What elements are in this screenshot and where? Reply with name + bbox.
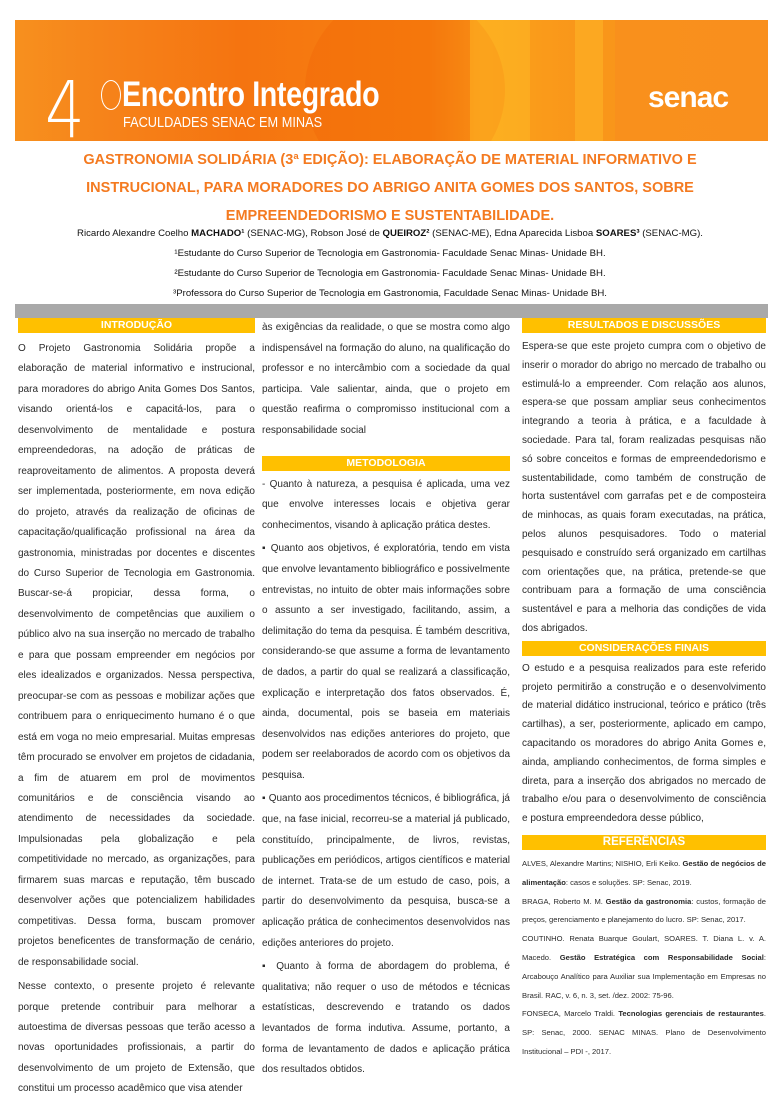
- event-banner: [15, 20, 768, 141]
- author-text: (SENAC-MG), Robson José de: [244, 228, 383, 239]
- conclusions-text: O estudo e a pesquisa realizados para este referido projeto permitirão a construção e o desenvolvimento de material didático instrucional, teórico e prático (três cartilhas), a ser, posteriormente, aplicado em campo, capacitando os moradores do abrigo Anita Gomes e, ainda, ampliando conhecimentos, de forma simples e direta, para a inserção dos abrigados no mercado de trabalho e/ou para o desenvolvimento de consciência e postura empreendedora desse público,: [522, 662, 766, 825]
- reference-item: [522, 930, 766, 1005]
- reference-text: Gestão da gastronomia: [605, 896, 692, 906]
- section-heading-referencias: REFERÊNCIAS: [522, 835, 766, 850]
- section-heading-metodologia: METODOLOGIA: [262, 456, 510, 471]
- reference-text: Tecnologias gerenciais de restaurantes: [618, 1009, 764, 1019]
- author-text: MACHADO¹: [191, 228, 245, 239]
- reference-text: FONSECA, Marcelo Traldi.: [522, 1009, 619, 1019]
- edition-number: 4: [45, 66, 85, 141]
- affiliation: ³Professora do Curso Superior de Tecnologia em Gastronomia, Faculdade Senac Minas- Unidade BH.: [173, 288, 607, 299]
- reference-text: : Arcabouço Analítico para Auxiliar sua Implementação em Empresas no Brasil. RAC, v. 6, n. 3, set. /dez. 2002: 75-96.: [522, 952, 766, 1000]
- reference-text: Gestão de negócios de alimentação: [522, 858, 766, 887]
- section-heading-introducao: INTRODUÇÃO: [18, 318, 255, 333]
- authors-block: [0, 224, 780, 304]
- intro-paragraph: às exigências da realidade, o que se mostra como algo indispensável na formação do aluno, na qualificação do professor e no intercâmbio com a sociedade da qual participa. Vale salientar, ainda, que o projeto em questão reafirma o compromisso institucional com a responsabilidade social: [262, 322, 510, 436]
- event-title: Encontro Integrado: [122, 75, 380, 114]
- method-paragraph: ▪ Quanto à forma de abordagem do problema, é qualitativa; não requer o uso de métodos e técnicas estatísticas, descrevendo e tratando os dados levantados de forma indutiva. Assume, portanto, a forma de levantamento de dados e aplicação prática dos resultados obtidos.: [262, 961, 510, 1076]
- poster-title: GASTRONOMIA SOLIDÁRIA (3ª EDIÇÃO): ELABORAÇÃO DE MATERIAL INFORMATIVO E INSTRUCIONAL, PARA MORADORES DO ABRIGO ANITA GOMES DOS SANTOS, SOBRE EMPREENDEDORISMO E SUSTENTABILIDADE.: [83, 152, 697, 224]
- reference-item: [522, 1005, 766, 1061]
- author-text: (SENAC-MG).: [639, 228, 703, 239]
- author-text: (SENAC-ME), Edna Aparecida Lisboa: [429, 228, 596, 239]
- section-heading-consideracoes: CONSIDERAÇÕES FINAIS: [522, 641, 766, 656]
- author-text: QUEIROZ²: [382, 228, 430, 239]
- reference-text: Gestão Estratégica com Responsabilidade Social: [559, 952, 764, 962]
- senac-logo: senac: [648, 81, 729, 114]
- reference-text: : custos, formação de preços, gerenciamento e planejamento do lucro. SP: Senac, 2017.: [522, 896, 766, 925]
- section-heading-resultados: RESULTADOS E DISCUSSÕES: [522, 318, 766, 333]
- authors-line: [0, 224, 780, 244]
- method-paragraph: ▪ Quanto aos objetivos, é exploratória, tendo em vista que envolve levantamento bibliográfico e possivelmente entrevistas, no intuito de obter mais informações sobre o assunto a ser investigado, facilitando, assim, a delimitação do tema da pesquisa. É também descritiva, considerando-se que assume a forma de levantamento de dados, a partir do qual se realizará a classificação, explicação e interpretação dos fatos observados. É, ainda, documental, pois se baseia em materiais desenvolvidos nas edições anteriores do projeto, que podem ser reelaborados de acordo com os objetivos da pesquisa.: [262, 543, 510, 781]
- references-list: [522, 855, 766, 1062]
- intro-paragraph: O Projeto Gastronomia Solidária propõe a elaboração de material informativo e instrucional, para moradores do abrigo Anita Gomes Dos Santos, visando orientá-los e capacitá-los, para o desenvolvimento de mentalidade e postura empreendedoras, na adoção de práticas de reaproveitamento de alimentos. A proposta deverá ser implementada, posteriormente, em nova edição do projeto, através da realização de oficinas de capacitação/qualificação profissional na área da gastronomia, ministradas por docentes e discentes do Curso Superior de Tecnologia em Gastronomia. Buscar-se-á propiciar, dessa forma, o desenvolvimento de competências que auxiliem o público alvo na sua inserção no mercado de trabalho e para que possam empreender em negócios por eles idealizados e organizados. Nessa perspectiva, preocupar-se com as pessoas e mobilizar ações que contribuem para o enriquecimento humano é o que está em voga no meio empresarial. Muitas empresas têm procurado se envolver em projetos de cidadania, a fim de atuarem em prol de movimentos comunitários e de consciência visando ao atendimento de necessidades da sociedade. Impulsionadas pela globalização e pela competitividade no mercado, as organizações, para firmarem suas marcas e reputação, têm buscado desenvolver ações que potencializem habilidades competitivas. Dessa forma, buscam promover projetos beneficentes de transformação de cenário, de responsabilidade social.: [18, 343, 255, 968]
- method-paragraph: - Quanto à natureza, a pesquisa é aplicada, uma vez que envolve interesses locais e objetiva gerar conhecimentos, visando à aplicação prática destes.: [262, 478, 510, 531]
- method-paragraph: ▪ Quanto aos procedimentos técnicos, é bibliográfica, já que, na fase inicial, recorreu-se a material já publicado, constituído, principalmente, de livros, revistas, publicações em periódicos, artigos científicos e material de internet. Trata-se de um estudo de caso, pois, a partir do desenvolvimento da pesquisa, busca-se a aplicação prática de conhecimentos desenvolvidos nas edições anteriores do projeto.: [262, 793, 510, 949]
- column-right: [522, 318, 766, 1062]
- affiliation: ¹Estudante do Curso Superior de Tecnologia em Gastronomia- Faculdade Senac Minas- Unidade BH.: [174, 248, 606, 259]
- event-subtitle: FACULDADES SENAC EM MINAS: [123, 114, 323, 131]
- banner-decoration: [575, 20, 603, 141]
- banner-decoration: [470, 20, 530, 141]
- degree-mark-icon: [101, 80, 121, 110]
- affiliation: ²Estudante do Curso Superior de Tecnologia em Gastronomia- Faculdade Senac Minas- Unidade BH.: [174, 268, 606, 279]
- reference-text: : casos e soluções. SP: Senac, 2019.: [565, 877, 692, 887]
- divider-bar: [15, 304, 768, 318]
- reference-text: ALVES, Alexandre Martins; NISHIO, Erli Keiko.: [522, 858, 683, 868]
- column-middle: [262, 318, 510, 1081]
- author-text: Ricardo Alexandre Coelho: [77, 228, 192, 239]
- intro-paragraph: Nesse contexto, o presente projeto é relevante porque pretende contribuir para melhorar a autoestima de diversas pessoas que terão acesso a novas oportunidades profissionais, a partir do desenvolvimento de um projeto de Extensão, que constitui um processo acadêmico que visa atender: [18, 981, 255, 1095]
- reference-text: BRAGA, Roberto M. M.: [522, 896, 606, 906]
- reference-item: [522, 855, 766, 893]
- reference-text: COUTINHO. Renata Buarque Goulart, SOARES. T. Diana L. v. A. Macedo.: [522, 934, 766, 962]
- reference-text: . SP: Senac, 2000. SENAC MINAS. Plano de Desenvolvimento Institucional – PDI -, 2017.: [522, 1009, 766, 1056]
- reference-item: [522, 893, 766, 931]
- column-left: [18, 318, 255, 1100]
- results-text: Espera-se que este projeto cumpra com o objetivo de inserir o morador do abrigo no mercado de trabalho ou estimulá-lo a empreender. Com relação aos alunos, espera-se que possam ampliar seus conhecimentos integrando a teoria à prática, e a faculdade à sociedade. Para tal, foram realizadas pesquisas não só sobre conceitos e formas de empreendedorismo e sustentabilidade, como também de construção de horta sustentável com garrafas pet e de composteira de minhocas, as quais foram executadas, na prática, pelos alunos pesquisadores. Todo o material pesquisado e construído será organizado em cartilhas com orientações que, na prática, pretende-se que contribuam para a formação de uma consciência sustentável e para a melhoria das condições de vida dos abrigados.: [522, 341, 766, 634]
- author-text: SOARES³: [595, 228, 640, 239]
